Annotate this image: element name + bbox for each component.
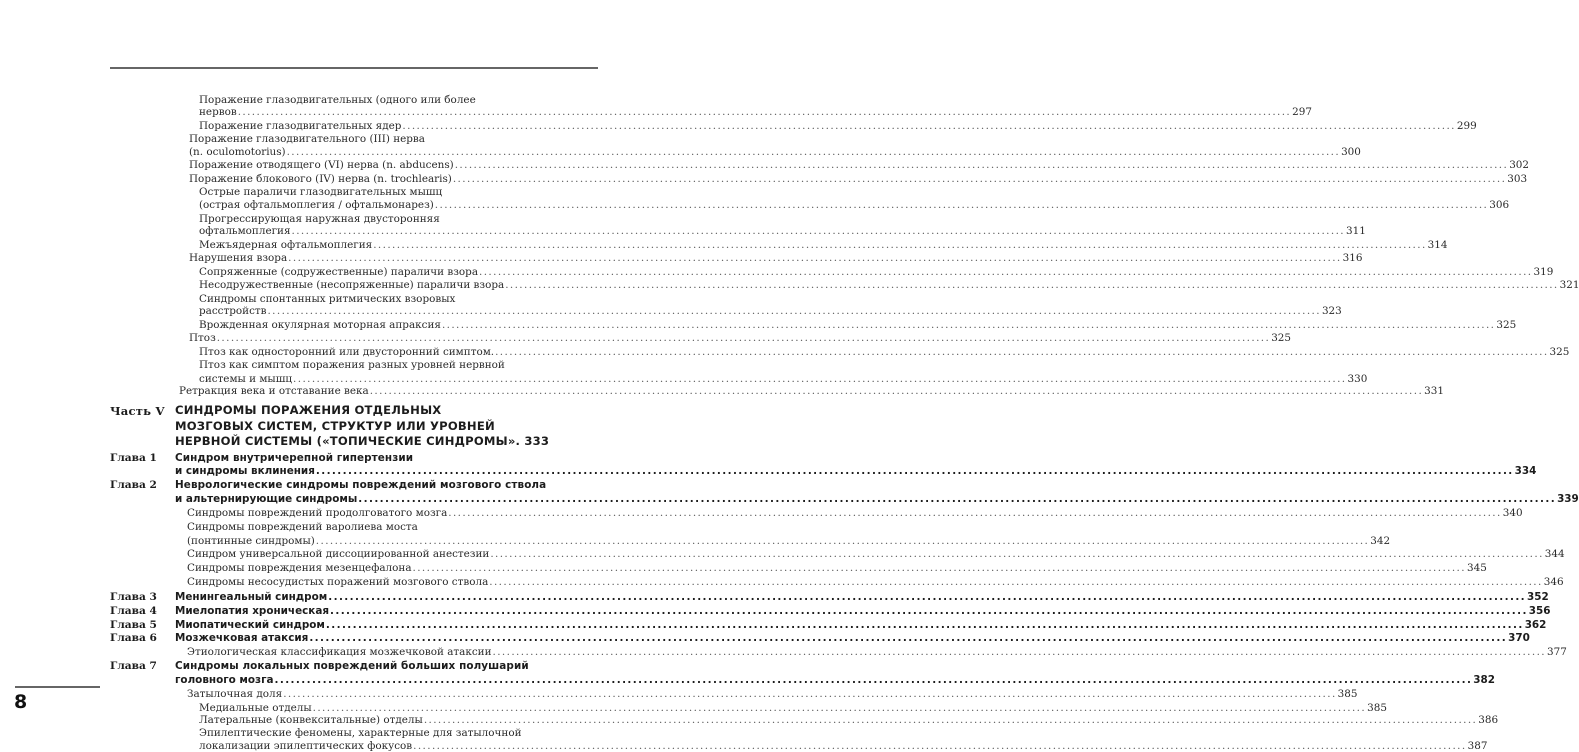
chapter-entry[interactable] — [175, 465, 1537, 478]
toc-page-number: 344 — [1544, 548, 1565, 561]
dot-leader — [308, 632, 1508, 644]
toc-entry[interactable] — [199, 225, 1366, 238]
dot-leader — [274, 674, 1474, 686]
toc-entry[interactable] — [189, 159, 1530, 172]
dot-leader — [357, 493, 1557, 505]
toc-page-number: 331 — [1424, 385, 1445, 398]
dot-leader — [291, 225, 1346, 237]
dot-leader — [401, 120, 1456, 132]
toc-entry: Синдромы спонтанных ритмических взоровых — [199, 292, 456, 305]
toc-entry[interactable] — [187, 548, 1565, 561]
toc-entry-title: Синдромы повреждений продолговатого мозга — [187, 506, 448, 519]
toc-entry[interactable] — [199, 740, 1488, 752]
toc-entry[interactable] — [199, 265, 1554, 278]
toc-entry[interactable] — [199, 319, 1517, 332]
toc-page-number: 340 — [1502, 506, 1523, 519]
chapter-label: Глава 2 — [110, 479, 157, 492]
toc-page-number: 385 — [1337, 687, 1358, 700]
dot-leader — [423, 714, 1478, 726]
chapter-title-line: Синдромы локальных повреждений больших полушарий — [175, 660, 529, 672]
toc-entry[interactable] — [199, 278, 1579, 291]
toc-page-number: 297 — [1292, 105, 1312, 118]
toc-entry: Прогрессирующая наружная двусторонняя — [199, 212, 440, 225]
toc-page-number: 321 — [1559, 278, 1579, 291]
dot-leader — [412, 562, 1467, 574]
chapter-title-text: головного мозга — [175, 673, 274, 686]
dot-leader — [287, 252, 1342, 264]
chapter-label: Глава 7 — [110, 660, 157, 672]
toc-page-number: 303 — [1507, 173, 1528, 185]
toc-entry: Птоз как симптом поражения разных уровней нервной — [199, 358, 505, 371]
chapter-entry[interactable] — [175, 618, 1547, 631]
toc-entry[interactable] — [189, 146, 1361, 159]
dot-leader — [266, 305, 1321, 317]
toc-page-number: 314 — [1427, 239, 1448, 252]
chapter-title-text: и синдромы вклинения — [175, 465, 315, 478]
part-title-line[interactable] — [175, 433, 549, 449]
dot-leader — [489, 548, 1544, 560]
part-title-line: МОЗГОВЫХ СИСТЕМ, СТРУКТУР ИЛИ УРОВНЕЙ — [175, 419, 495, 433]
dot-leader — [312, 702, 1367, 714]
toc-entry[interactable] — [189, 173, 1528, 185]
toc-entry-title: Поражение глазодвигательных ядер — [199, 119, 402, 132]
toc-page-number: 386 — [1478, 714, 1499, 727]
toc-entry-title: (понтинные синдромы) — [187, 534, 315, 547]
part-label: Часть V — [110, 404, 165, 419]
dot-leader — [488, 576, 1543, 588]
chapter-entry[interactable] — [175, 493, 1579, 506]
dot-leader — [478, 266, 1533, 278]
toc-page-number: 370 — [1508, 632, 1530, 645]
toc-entry: Поражение глазодвигательного (III) нерва — [189, 132, 425, 145]
toc-page-number: 319 — [1533, 265, 1554, 278]
toc-page-number: 330 — [1347, 372, 1368, 385]
toc-entry-title: (n. oculomotorius) — [189, 146, 286, 159]
toc-entry-title: Поражение отводящего (VI) нерва (n. abducens) — [189, 159, 454, 172]
toc-page-number: 377 — [1546, 646, 1567, 659]
toc-entry[interactable] — [199, 198, 1510, 211]
toc-entry-title: Птоз как односторонний или двусторонний симптом. — [199, 345, 495, 358]
toc-entry[interactable] — [187, 534, 1391, 547]
toc-entry-title: Несодружественные (несопряженные) параличи взора — [199, 278, 505, 291]
chapter-title-text: Менингеальный синдром — [175, 590, 328, 603]
toc-page-number: 352 — [1527, 590, 1549, 603]
chapter-label: Глава 5 — [110, 618, 157, 631]
toc-page-number: 334 — [1514, 465, 1537, 478]
toc-entry-title: (острая офтальмоплегия / офтальмонарез) — [199, 198, 434, 211]
toc-entry[interactable] — [187, 646, 1567, 659]
toc-page-number: 346 — [1543, 576, 1564, 588]
dot-leader — [492, 646, 1547, 658]
toc-page-number: 356 — [1528, 604, 1551, 617]
toc-entry-title: офтальмоплегия — [199, 225, 291, 238]
chapter-label: Глава 6 — [110, 632, 157, 645]
toc-page-number: 345 — [1466, 562, 1487, 575]
toc-entry[interactable] — [199, 105, 1312, 118]
toc-page-number: 302 — [1509, 159, 1530, 172]
toc-page-number: 300 — [1341, 146, 1361, 159]
toc-entry-title: Нарушения взора — [189, 252, 288, 264]
toc-entry: Эпилептические феномены, характерные для затылочной — [199, 727, 522, 740]
toc-entry[interactable] — [189, 332, 1292, 345]
toc-entry[interactable] — [199, 714, 1499, 727]
toc-page-number: 325 — [1549, 345, 1570, 358]
toc-entry: Поражение глазодвигательных (одного или более — [199, 94, 476, 106]
chapter-title-line: Неврологические синдромы повреждений мозгового ствола — [175, 479, 547, 492]
toc-page-number: 382 — [1473, 673, 1495, 686]
toc-page-number: 362 — [1524, 618, 1547, 631]
toc-entry[interactable] — [199, 239, 1448, 252]
toc-entry-title: Межъядерная офтальмоплегия — [199, 239, 373, 252]
dot-leader — [315, 465, 1515, 477]
chapter-title-text: и альтернирующие синдромы — [175, 493, 358, 506]
dot-leader — [327, 591, 1527, 603]
page-number: 8 — [14, 691, 28, 713]
toc-page-number: 333 — [524, 433, 550, 448]
toc-page-number: 387 — [1467, 740, 1488, 752]
toc-entry-title: Сопряженные (содружественные) параличи взора — [199, 265, 479, 278]
dot-leader — [237, 106, 1292, 118]
dot-leader — [216, 332, 1271, 344]
toc-entry[interactable] — [199, 305, 1342, 318]
toc-entry[interactable] — [187, 562, 1487, 575]
toc-page-number: 306 — [1489, 198, 1510, 211]
dot-leader — [452, 173, 1507, 185]
dot-leader — [282, 688, 1337, 700]
toc-page-number: 323 — [1321, 305, 1342, 318]
toc-entry-title: Врожденная окулярная моторная апраксия — [199, 319, 441, 332]
dot-leader — [454, 159, 1509, 171]
toc-entry-title: нервов — [199, 105, 237, 118]
toc-page-number: 342 — [1370, 534, 1391, 547]
dot-leader — [369, 385, 1424, 397]
toc-entry-title: Медиальные отделы — [199, 701, 312, 714]
toc-entry-title: системы и мышц — [199, 372, 293, 385]
chapter-label: Глава 1 — [110, 451, 157, 464]
dot-leader — [372, 239, 1427, 251]
chapter-label: Глава 3 — [110, 590, 157, 603]
toc-entry[interactable] — [187, 506, 1523, 519]
toc-entry: Острые параличи глазодвигательных мышц — [199, 185, 443, 198]
toc-page-number: 385 — [1367, 701, 1387, 714]
toc-entry[interactable] — [189, 252, 1363, 264]
toc-page-number: 299 — [1456, 119, 1477, 132]
toc-entry[interactable] — [199, 345, 1570, 358]
dot-leader — [441, 319, 1496, 331]
dot-leader — [494, 346, 1549, 358]
dot-leader — [504, 279, 1559, 291]
toc-entry-title: Этиологическая классификация мозжечковой атаксии — [187, 646, 492, 659]
dot-leader — [315, 535, 1370, 547]
chapter-label: Глава 4 — [110, 604, 157, 617]
toc-entry-title: Птоз — [189, 332, 216, 345]
dot-leader — [325, 619, 1525, 631]
chapter-entry[interactable] — [175, 632, 1530, 645]
toc-entry-title: расстройств — [199, 305, 267, 318]
dot-leader — [286, 146, 1341, 158]
chapter-title-text: Миелопатия хроническая — [175, 604, 330, 617]
chapter-title-text: Мозжечковая атаксия — [175, 632, 309, 645]
toc-entry: Синдромы повреждений варолиева моста — [187, 520, 418, 533]
toc-entry-title: Синдромы несосудистых поражений мозгового ствола — [187, 576, 489, 588]
toc-entry[interactable] — [187, 687, 1358, 700]
top-rule — [110, 67, 598, 69]
dot-leader — [292, 373, 1347, 385]
toc-page-number: 325 — [1496, 319, 1517, 332]
dot-leader — [329, 605, 1529, 617]
toc-entry[interactable] — [187, 576, 1564, 588]
toc-page-number: 311 — [1345, 225, 1366, 238]
chapter-entry[interactable] — [175, 604, 1551, 617]
chapter-title-text: Миопатический синдром — [175, 618, 325, 631]
part-title-text: НЕРВНОЙ СИСТЕМЫ («ТОПИЧЕСКИЕ СИНДРОМЫ». — [175, 433, 521, 448]
toc-entry-title: Ретракция века и отставание века — [179, 385, 369, 398]
toc-entry-title: Латеральные (конвекситальные) отделы — [199, 714, 423, 727]
toc-entry[interactable] — [179, 385, 1445, 398]
toc-entry-title: Синдром универсальной диссоциированной анестезии — [187, 548, 490, 561]
toc-entry[interactable] — [199, 372, 1368, 385]
dot-leader — [434, 199, 1489, 211]
dot-leader — [447, 507, 1502, 519]
toc-entry-title: Затылочная доля — [187, 687, 283, 700]
chapter-entry[interactable] — [175, 590, 1549, 603]
dot-leader — [412, 740, 1467, 752]
toc-page-number: 339 — [1557, 493, 1579, 506]
toc-page-number: 325 — [1271, 332, 1292, 345]
chapter-entry[interactable] — [175, 673, 1495, 686]
toc-entry-title: локализации эпилептических фокусов — [199, 740, 413, 752]
chapter-title-line: Синдром внутричерепной гипертензии — [175, 451, 414, 464]
toc-page-number: 316 — [1342, 252, 1363, 264]
part-title-line: СИНДРОМЫ ПОРАЖЕНИЯ ОТДЕЛЬНЫХ — [175, 403, 442, 418]
toc-entry[interactable] — [199, 119, 1477, 132]
toc-entry-title: Синдромы повреждения мезенцефалона — [187, 562, 412, 575]
toc-entry-title: Поражение блокового (IV) нерва (n. trochlearis) — [189, 173, 452, 185]
footer-rule — [15, 686, 100, 688]
toc-entry[interactable] — [199, 701, 1387, 714]
